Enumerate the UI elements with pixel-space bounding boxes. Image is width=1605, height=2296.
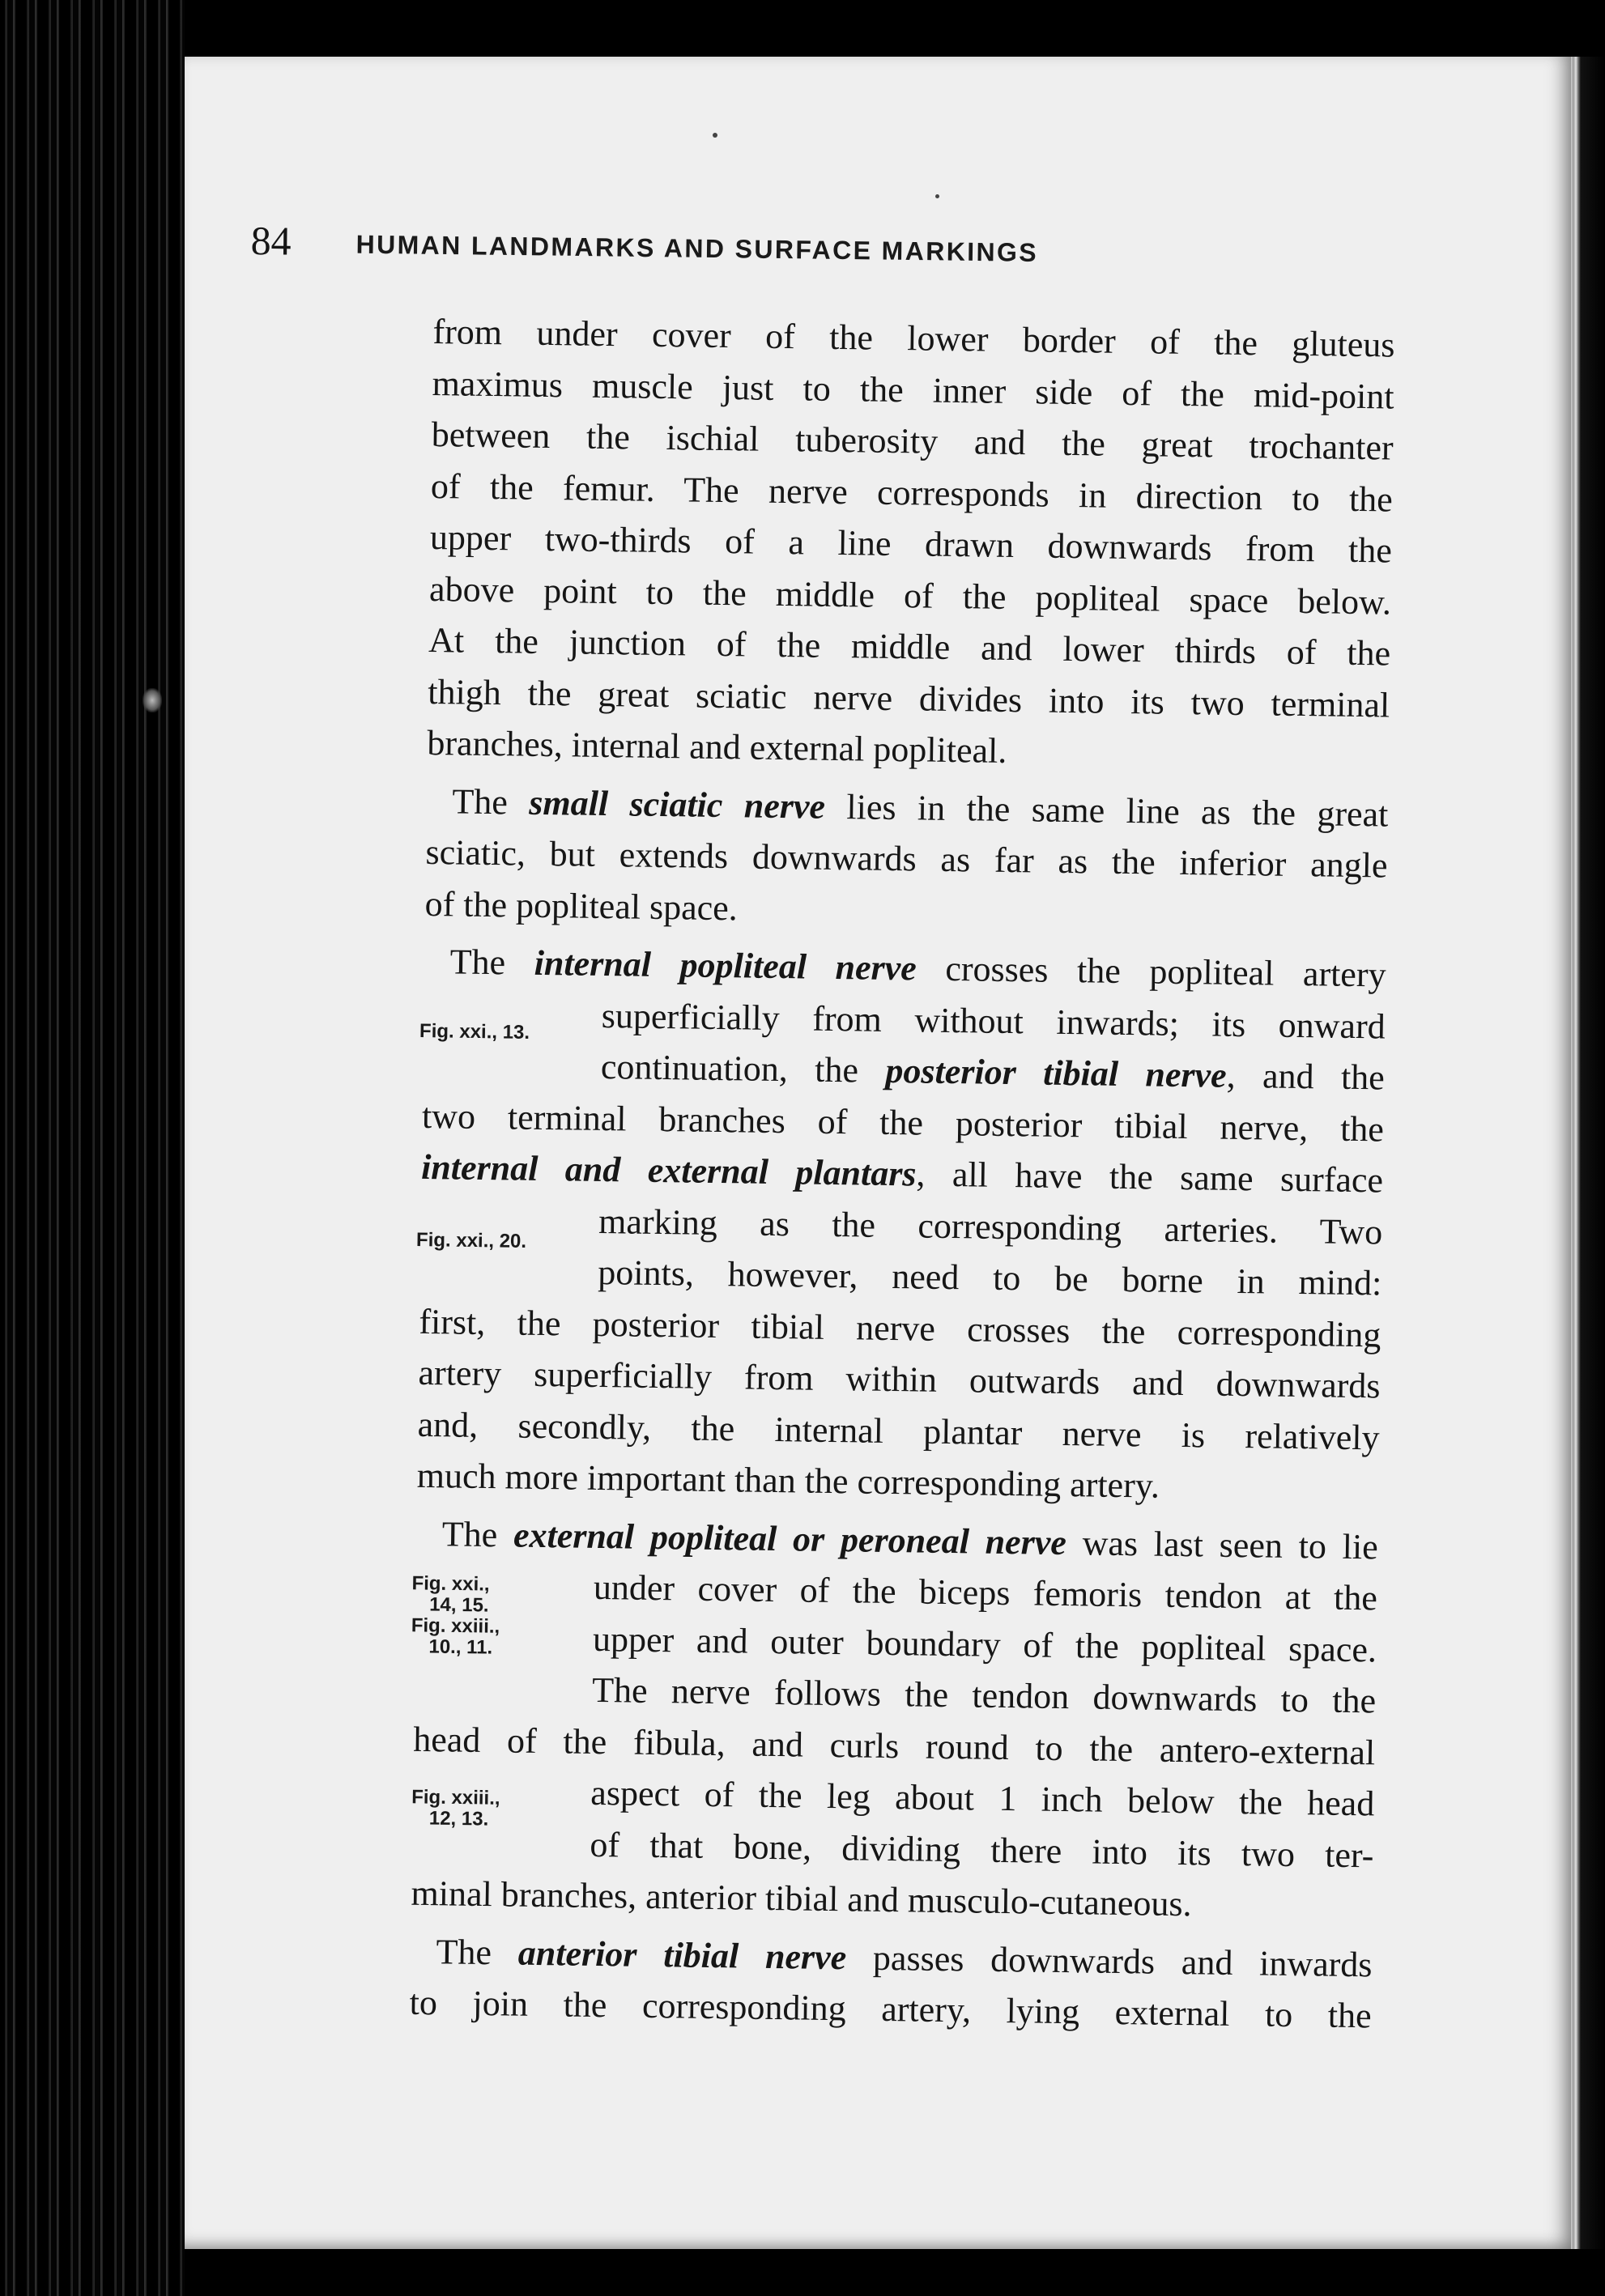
text-line: marking as the corresponding arteries. Two <box>598 1201 1383 1252</box>
text-line: of the femur. The nerve corresponds in direction to the <box>430 466 1394 520</box>
page-edge <box>1571 57 1605 2249</box>
text-line: maximus muscle just to the inner side of the mid-point <box>432 363 1394 417</box>
margin-note-figure-ref: Fig. xxi., 13. <box>419 1020 530 1044</box>
text-line: sciatic, but extends downwards as far as the inferior angle <box>425 831 1388 886</box>
margin-note-figure-ref: Fig. xxiii., 12, 13. <box>411 1786 500 1830</box>
text-line: aspect of the leg about 1 inch below the head <box>590 1772 1375 1824</box>
term-internal-popliteal-nerve: internal popliteal nerve <box>534 942 917 989</box>
term-anterior-tibial-nerve: anterior tibial nerve <box>517 1932 847 1977</box>
text-line: and, secondly, the internal plantar nerve is relatively <box>417 1404 1380 1457</box>
text-line: superficially from without inwards; its onward <box>601 995 1386 1046</box>
text-line: head of the fibula, and curls round to the antero-external <box>412 1719 1376 1772</box>
text-line: first, the posterior tibial nerve crosses the corresponding <box>419 1301 1381 1354</box>
body-text <box>409 306 1395 2042</box>
scan-artifact <box>143 688 162 712</box>
text-line: The nerve follows the tendon downwards to the <box>591 1669 1377 1721</box>
scan-gutter <box>0 0 185 2296</box>
text-line: internal and external plantars, all have the same surface <box>420 1146 1384 1201</box>
term-plantars: internal and external plantars <box>420 1146 917 1194</box>
term-small-sciatic-nerve: small sciatic nerve <box>528 782 826 827</box>
term-posterior-tibial-nerve: posterior tibial nerve <box>885 1050 1228 1095</box>
margin-note-figure-ref: Fig. xxi., 14, 15. Fig. xxiii., 10., 11. <box>411 1572 500 1659</box>
text-line: branches, internal and external popliteal. <box>427 722 1007 771</box>
text-line: of that bone, dividing there into its two ter- <box>590 1824 1374 1875</box>
text-line: under cover of the biceps femoris tendon at the <box>593 1567 1378 1618</box>
text-line: The internal popliteal nerve crosses the popliteal artery <box>449 942 1386 995</box>
text-line: of the popliteal space. <box>424 883 739 928</box>
text-line: from under cover of the lower border of the gluteus <box>432 311 1395 365</box>
margin-note-figure-ref: Fig. xxi., 20. <box>415 1229 527 1252</box>
text-line: The external popliteal or peroneal nerve was last seen to lie <box>441 1513 1379 1567</box>
text-line: minal branches, anterior tibial and musculo-cutaneous. <box>411 1873 1192 1924</box>
page-number: 84 <box>250 217 292 264</box>
scan-speck <box>935 194 939 198</box>
text-line: much more important than the corresponding artery. <box>416 1455 1160 1506</box>
text-line: upper two-thirds of a line drawn downwards from the <box>429 517 1393 571</box>
term-external-popliteal-nerve: external popliteal or peroneal nerve <box>513 1515 1067 1563</box>
scan-border <box>185 2249 1605 2296</box>
text-line: The anterior tibial nerve passes downwards and inwards <box>436 1931 1373 1984</box>
text-line: to join the corresponding artery, lying external to the <box>409 1982 1372 2036</box>
text-line: between the ischial tuberosity and the great trochanter <box>431 414 1394 468</box>
text-line: thigh the great sciatic nerve divides into its two terminal <box>428 671 1390 725</box>
text-line: points, however, need to be borne in mind: <box>598 1252 1382 1303</box>
text-line: The small sciatic nerve lies in the same line as the great <box>452 780 1389 835</box>
text-line: At the junction of the middle and lower thirds of the <box>428 619 1391 674</box>
running-title: HUMAN LANDMARKS AND SURFACE MARKINGS <box>355 229 1039 267</box>
text-line: above point to the middle of the popliteal space below. <box>428 568 1392 623</box>
scan-speck <box>713 133 717 138</box>
text-line: artery superficially from within outwards and downwards <box>418 1352 1381 1406</box>
text-line: upper and outer boundary of the popliteal space. <box>592 1618 1377 1669</box>
text-line: continuation, the posterior tibial nerve, and the <box>600 1046 1386 1098</box>
text-line: two terminal branches of the posterior tibial nerve, the <box>421 1095 1385 1149</box>
